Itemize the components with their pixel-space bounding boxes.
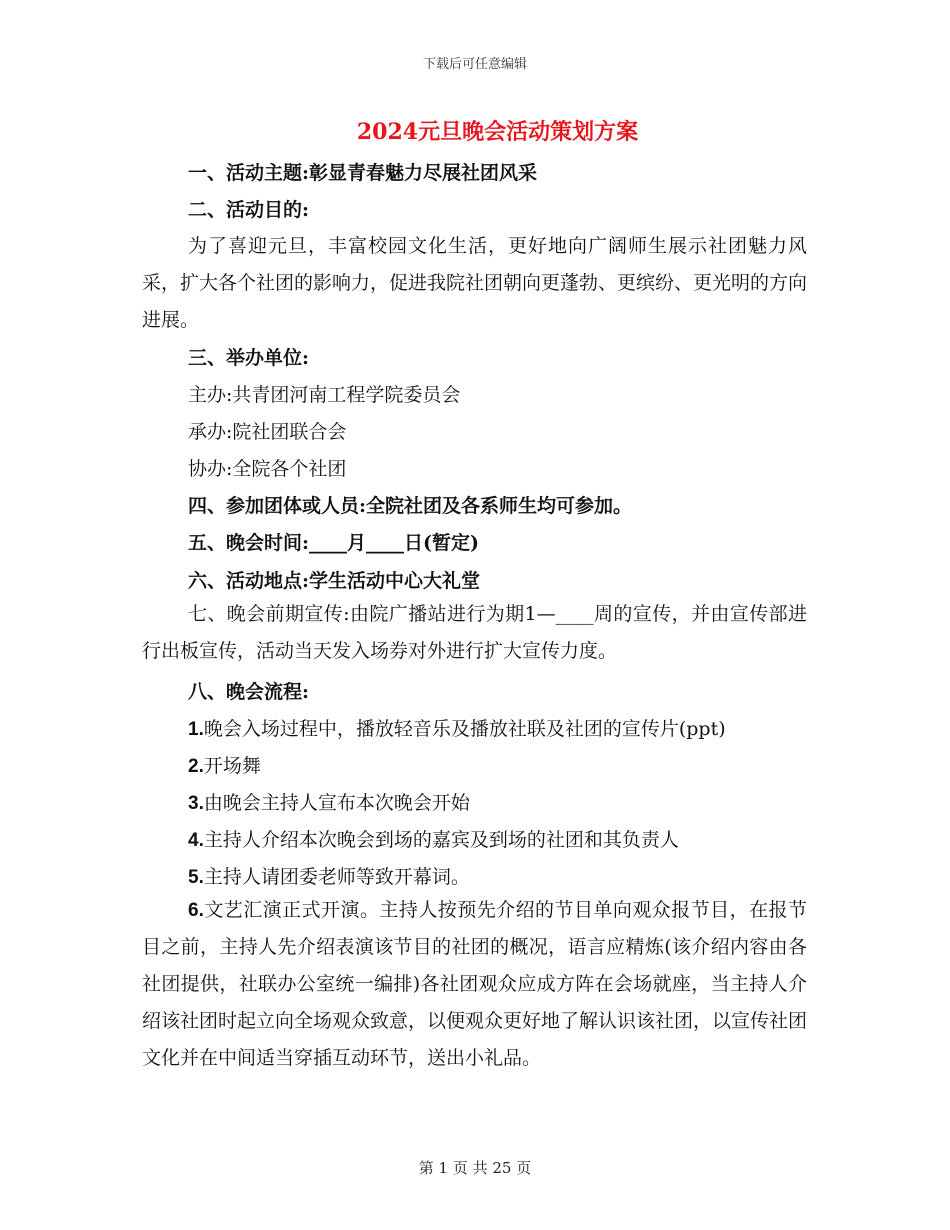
section-organizers-heading: 三、举办单位: bbox=[188, 347, 310, 369]
section-flow-heading: 八、晚会流程: bbox=[188, 681, 310, 703]
flow-item bbox=[188, 825, 679, 852]
section-participants: 四、参加团体或人员:全院社团及各系师生均可参加。 bbox=[188, 495, 633, 517]
flow-item-number: 1. bbox=[188, 719, 204, 740]
flow-item-text: 主持人请团委老师等致开幕词。 bbox=[203, 866, 470, 888]
flow-item-text: 主持人介绍本次晚会到场的嘉宾及到场的社团和其负责人 bbox=[203, 829, 679, 851]
section-venue: 六、活动地点:学生活动中心大礼堂 bbox=[188, 570, 481, 592]
purpose-paragraph: 为了喜迎元旦，丰富校园文化生活，更好地向广阔师生展示社团魅力风采，扩大各个社团的影响力，促进我院社团朝向更蓬勃、更缤纷、更光明的方向进展。 bbox=[142, 235, 808, 331]
flow-item-text: 文艺汇演正式开演。主持人按预先介绍的节目单向观众报节目，在报节目之前，主持人先介绍表演该节目的社团的概况，语言应精炼(该介绍内容由各社团提供，社联办公室统一编排)各社团观众应成方阵在会场就座，当主持人介绍该社团时起立向全场观众致意，以便观众更好地了解认识该社团，以宣传社团文化并在中间适当穿插互动环节，送出小礼品。 bbox=[142, 899, 808, 1069]
flow-item bbox=[188, 862, 470, 889]
flow-item-6-paragraph bbox=[142, 892, 807, 1077]
co-organizer-line: 协办:全院各个社团 bbox=[188, 458, 347, 480]
publicity-paragraph: 七、晚会前期宣传:由院广播站进行为期1—____周的宣传，并由宣传部进行出板宣传，活动当天发入场券对外进行扩大宣传力度。 bbox=[142, 603, 807, 662]
flow-item bbox=[188, 751, 261, 778]
host-line: 主办:共青团河南工程学院委员会 bbox=[188, 384, 461, 406]
flow-item-number: 2. bbox=[188, 756, 204, 777]
section-time: 五、晚会时间:____月____日(暂定) bbox=[188, 532, 479, 554]
flow-item-number: 5. bbox=[188, 867, 204, 888]
flow-item-number: 4. bbox=[188, 830, 204, 851]
page-footer: 第 1 页 共 25 页 bbox=[418, 1159, 532, 1177]
flow-item-number: 3. bbox=[188, 793, 204, 814]
section-theme: 一、活动主题:彰显青春魅力尽展社团风采 bbox=[188, 162, 538, 184]
flow-item bbox=[188, 788, 470, 815]
header-note: 下载后可任意编辑 bbox=[422, 57, 527, 72]
flow-item bbox=[188, 714, 726, 741]
flow-item-number: 6. bbox=[188, 900, 204, 921]
document-title: 2024元旦晚会活动策划方案 bbox=[356, 119, 639, 145]
flow-item-text: 由晚会主持人宣布本次晚会开始 bbox=[203, 792, 470, 814]
organizer-line: 承办:院社团联合会 bbox=[188, 421, 347, 443]
section-purpose-heading: 二、活动目的: bbox=[188, 199, 310, 221]
flow-item-text: 开场舞 bbox=[203, 755, 261, 777]
flow-item-text: 晚会入场过程中，播放轻音乐及播放社联及社团的宣传片(ppt) bbox=[203, 718, 726, 740]
